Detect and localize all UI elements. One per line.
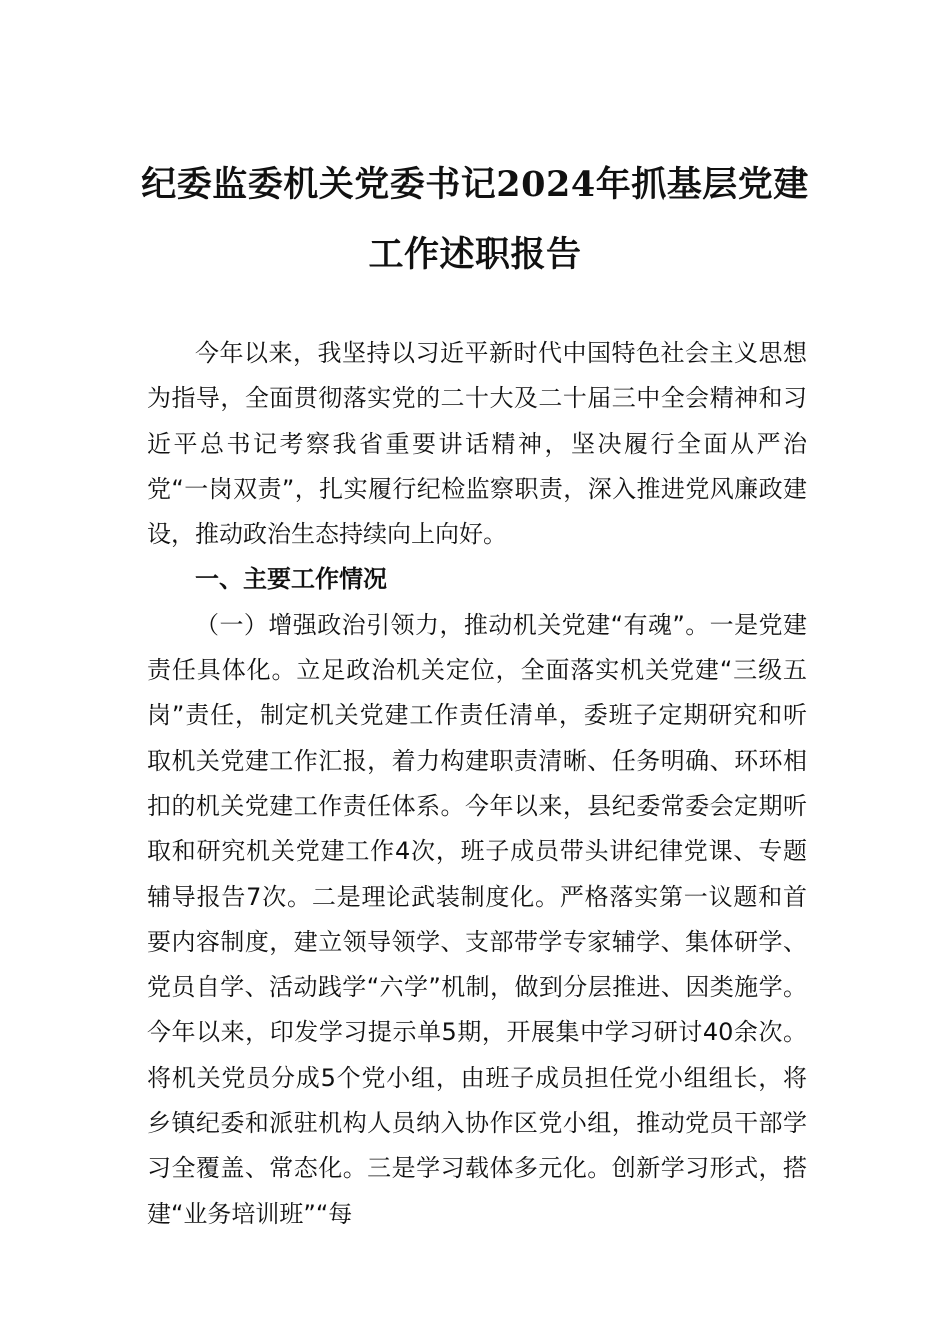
document-body (147, 331, 807, 1237)
document-title-line-1: 纪委监委机关党委书记2024年抓基层党建 (141, 164, 809, 205)
document-title-line-2: 工作述职报告 (368, 234, 582, 275)
intro-paragraph: 今年以来，我坚持以习近平新时代中国特色社会主义思想为指导，全面贯彻落实党的二十大及二十届三中全会精神和习近平总书记考察我省重要讲话精神，坚决履行全面从严治党“一岗双责”，扎实履行纪检监察职责，深入推进党风廉政建设，推动政治生态持续向上向好。 (147, 339, 807, 549)
body-paragraph: （一）增强政治引领力，推动机关党建“有魂”。一是党建责任具体化。立足政治机关定位，全面落实机关党建“三级五岗”责任，制定机关党建工作责任清单，委班子定期研究和听取机关党建工作汇报，着力构建职责清晰、任务明确、环环相扣的机关党建工作责任体系。今年以来，县纪委常委会定期听取和研究机关党建工作4次，班子成员带头讲纪律党课、专题辅导报告7次。二是理论武装制度化。严格落实第一议题和首要内容制度，建立领导领学、支部带学专家辅学、集体研学、党员自学、活动践学“六学”机制，做到分层推进、因类施学。今年以来，印发学习提示单5期，开展集中学习研讨40余次。将机关党员分成5个党小组，由班子成员担任党小组组长，将乡镇纪委和派驻机构人员纳入协作区党小组，推动党员干部学习全覆盖、常态化。三是学习载体多元化。创新学习形式，搭建“业务培训班”“每 (147, 610, 807, 1228)
section-heading: 一、主要工作情况 (195, 565, 387, 594)
